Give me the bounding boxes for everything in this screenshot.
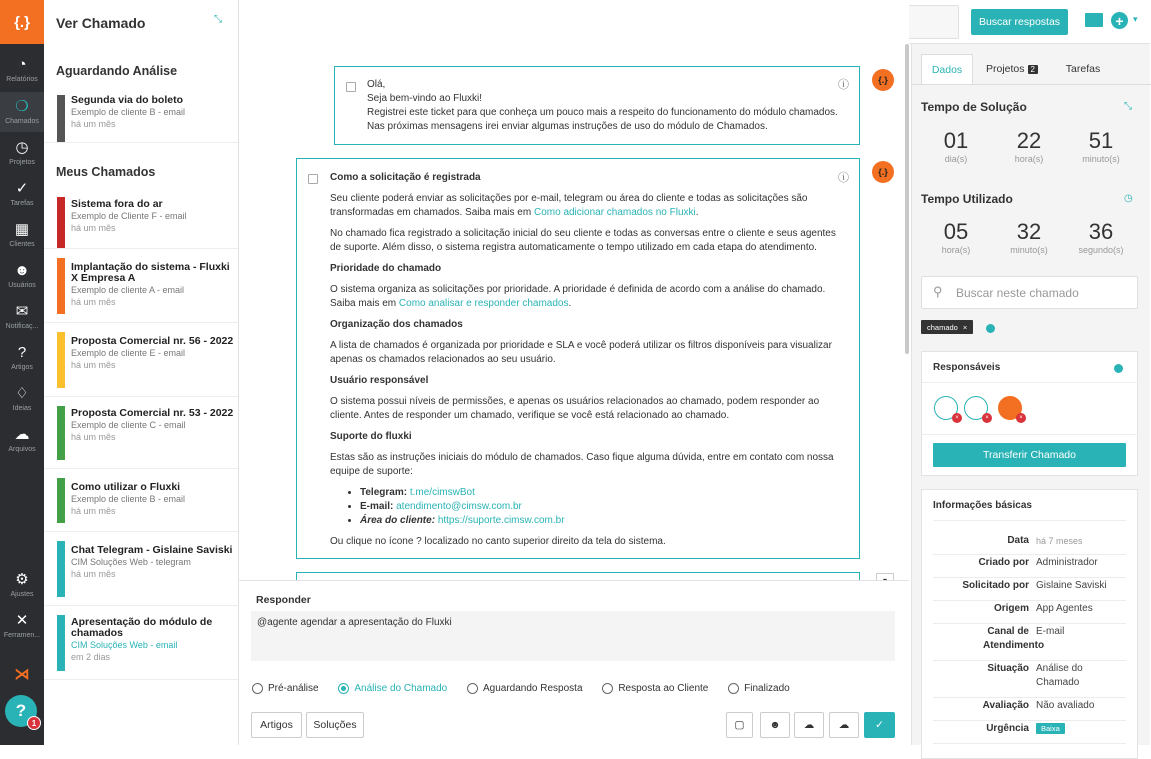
section-aguardando: Aguardando Análise [56,64,178,78]
solucao-minutes: 51 minuto(s) [1082,128,1120,164]
close-icon[interactable]: × [962,322,968,332]
info-row: Criado por Administrador [933,556,1126,578]
user-avatar[interactable] [998,396,1022,420]
nav-relatorios[interactable]: ◔ Relatórios [0,56,44,83]
ticket-card-selected[interactable]: Apresentação do módulo de chamados CIM Soluções Web - email em 2 dias [44,607,238,680]
cloud-icon: ☁ [14,426,30,443]
info-row: Data há 7 meses [933,534,1126,555]
priority-bar [57,406,65,460]
pie-chart-icon: ◔ [17,56,27,73]
tab-tarefas[interactable]: Tarefas [1065,63,1101,75]
solucao-days: 01 dia(s) [943,128,969,164]
info-row: Avaliação Não avaliado [933,699,1126,721]
solucao-hours: 22 hora(s) [1014,128,1044,164]
telegram-link[interactable]: t.me/cimswBot [409,487,475,498]
ticket-card[interactable]: Implantação do sistema - Fluxki X Empresa A Exemplo de cliente A - email há um mês [44,250,238,323]
remove-icon[interactable]: × [952,413,962,423]
nav-chamados[interactable]: ❍ Chamados [0,92,44,132]
remove-icon[interactable]: × [982,413,992,423]
status-aguardando[interactable]: Aguardando Resposta [467,683,583,694]
clock-icon[interactable]: ◷ [1124,193,1133,204]
status-resposta[interactable]: Resposta ao Cliente [602,683,708,694]
priority-bar [57,615,65,671]
info-panel [921,489,1138,759]
nav-ajustes[interactable]: ⚙ Ajustes [0,571,44,598]
utilizado-seconds: 36 segundo(s) [1078,219,1124,255]
envelope-icon: ✉ [15,303,29,320]
utilizado-hours: 05 hora(s) [941,219,971,255]
divider [922,434,1139,435]
nav-clientes[interactable]: ▦ Clientes [0,221,44,248]
search-icon: ⚲ [933,284,943,299]
lightbulb-icon: ♢ [15,385,29,402]
link-adicionar-chamados[interactable]: Como adicionar chamados no Fluxki [533,207,696,218]
building-icon: ▦ [14,221,30,238]
message-card: ⓘ Olá, Seja bem-vindo ao Fluxki! Registrei este ticket para que conheça um pouco mais a respeito do funcionamento do módulo chamados. Nas próximas mensagens irei enviar algumas instruções de uso do módulo de Chamados. [334,66,860,145]
info-title: Informações básicas [933,500,1032,511]
priority-bar [57,95,65,142]
info-row: Canal de Atendimento E-mail [933,625,1126,661]
details-sidebar [911,44,1150,745]
cloud-icon[interactable]: ☁ [829,712,859,738]
link-analisar-chamados[interactable]: Como analisar e responder chamados [398,298,569,309]
user-avatar[interactable] [934,396,958,420]
reply-textarea[interactable]: @agente agendar a apresentação do Fluxki [251,611,895,661]
add-responsavel-icon[interactable] [1114,364,1123,373]
section-meus: Meus Chamados [56,165,156,179]
reply-panel [239,580,909,745]
tempo-utilizado-title: Tempo Utilizado [921,192,1013,206]
urgency-badge: Baixa [1036,723,1065,734]
question-icon: ? [17,344,27,361]
ticket-card[interactable]: Proposta Comercial nr. 56 - 2022 Exemplo de cliente E - email há um mês [44,324,238,397]
help-badge: 1 [27,716,41,730]
info-row: Origem App Agentes [933,602,1126,624]
agent-avatar: {.} [872,69,894,91]
nav-ideias[interactable]: ♢ Ideias [0,385,44,412]
add-icon[interactable]: + [1111,12,1128,29]
nav-ferramentas[interactable]: ✕ Ferramen... [0,612,44,639]
nav-artigos[interactable]: ? Artigos [0,344,44,371]
utilizado-minutes: 32 minuto(s) [1010,219,1048,255]
collapse-icon[interactable]: ⤡ [214,14,222,25]
divider [922,382,1139,383]
scrollbar[interactable] [905,44,909,354]
info-row: Solicitado por Gislaine Saviski [933,579,1126,601]
client-area-link[interactable]: https://suporte.cimsw.com.br [437,515,565,526]
message-card: ⓘ Como a solicitação é registrada Seu cliente poderá enviar as solicitações por e-mail, telegram ou área do cliente e todas as solicitações são transformadas em chamados. Saiba mais em Como adicionar chamados no Fluxki. No chamado fica registrado a solicitação inicial do seu cliente e todas as conversas entre o cliente e seus agentes de suporte. Além disso, o sistema registra automaticamente o tempo utilizado em cada etapa do atendimento. Prioridade do chamado O sistema organiza as solicitações por prioridade. A prioridade é definida de acordo com a análise do chamado. Saiba mais em Como analisar e responder chamados. Organização dos chamados A lista de chamados é organizada por prioridade e SLA e você poderá utilizar os filtros disponíveis para visualizar apenas os chamados relacionados ao seu usuário. Usuário responsável O sistema possui níveis de permissões, e apenas os usuários relacionados ao chamado, podem responder ao cliente. Antes de responder um chamado, verifique se você está relacionado ao chamado. Suporte do fluxki Estas são as instruções iniciais do módulo de chamados. Caso fique alguma dúvida, entre em contato com nossa equipe de suporte: • Telegram: t.me/cimswBot • E-mail: atendimento@cimsw.com.br • Área do cliente: https://suporte.cimsw.com.br Ou clique no ícone ? localizado no canto superior direito da tela do sistema. [296,158,860,559]
main-nav [0,0,44,745]
chevron-down-icon[interactable]: ▾ [1133,14,1138,24]
info-row: Situação Análise do Chamado [933,662,1126,698]
remove-icon[interactable]: × [1016,413,1026,423]
tools-icon: ✕ [15,612,29,629]
info-icon[interactable]: ⓘ [838,79,849,91]
ticket-card[interactable]: Chat Telegram - Gislaine Saviski CIM Soluções Web - telegram há um mês [44,533,238,606]
copy-icon[interactable]: ▢ [726,712,753,738]
ticket-main [239,0,909,745]
help-button[interactable] [5,695,37,727]
divider [933,520,1126,521]
artigos-button[interactable]: Artigos [251,712,302,738]
info-icon[interactable]: ⓘ [838,172,849,184]
status-finalizado[interactable]: Finalizado [728,683,790,694]
message-checkbox[interactable] [308,174,318,184]
reply-label: Responder [256,594,311,606]
tabs-divider [912,84,1151,85]
status-radios [252,683,807,697]
check-icon: ✓ [15,180,29,197]
cloud-upload-icon[interactable]: ☁ [794,712,824,738]
ticket-list-panel [44,0,239,745]
ticket-card[interactable]: Proposta Comercial nr. 53 - 2022 Exemplo de cliente C - email há um mês [44,398,238,469]
nav-projetos[interactable]: ◷ Projetos [0,139,44,166]
add-tag-icon[interactable] [986,324,995,333]
solucoes-button[interactable]: Soluções [306,712,364,738]
info-row: Urgência Baixa [933,722,1126,744]
transfer-ticket-button[interactable]: Transferir Chamado [933,443,1126,467]
tab-dados[interactable]: Dados [921,54,973,84]
nav-usuarios[interactable]: ☻ Usuários [0,262,44,289]
status-analise[interactable]: Análise do Chamado [338,683,447,694]
mail-icon[interactable] [1085,13,1103,27]
priority-bar [57,258,65,314]
user-avatar[interactable] [964,396,988,420]
priority-bar [57,197,65,248]
priority-bar [57,541,65,597]
users-icon: ☻ [14,262,30,279]
messages-area [239,44,909,580]
search-ticket-input[interactable]: ⚲ Buscar neste chamado [921,276,1138,309]
responsaveis-panel [921,351,1138,476]
nav-arquivos[interactable]: ☁ Arquivos [0,426,44,453]
nav-notificacoes[interactable]: ✉ Notificaç... [0,303,44,330]
expand-icon[interactable]: ⤡ [1124,101,1132,112]
ticket-card[interactable]: Segunda via do boleto Exemplo de cliente B - email há um mês [44,95,238,143]
search-answers-button[interactable]: Buscar respostas [971,9,1068,35]
gear-icon: ⚙ [15,571,29,588]
priority-bar [57,478,65,523]
ticket-card[interactable]: Sistema fora do ar Exemplo de Cliente F - email há um mês [44,197,238,249]
chat-icon: ❍ [15,98,29,115]
send-button[interactable]: ✓ [864,712,895,738]
fluxki-logo-icon: ⋊ [14,666,30,683]
users-icon[interactable]: ☻ [760,712,790,738]
message-checkbox[interactable] [346,82,356,92]
nav-tarefas[interactable]: ✓ Tarefas [0,180,44,207]
clock-icon: ◷ [15,139,29,156]
status-pre-analise[interactable]: Pré-análise [252,683,319,694]
priority-bar [57,332,65,388]
help-icon: ? [15,701,27,720]
tab-projetos[interactable]: Projetos 2 [977,54,1047,84]
agent-avatar: {.} [872,161,894,183]
app-logo[interactable]: {.} [0,0,44,44]
email-link[interactable]: atendimento@cimsw.com.br [396,501,522,512]
list-title: Ver Chamado [56,15,146,31]
tag-chip[interactable]: chamado × [921,320,973,334]
tempo-solucao-title: Tempo de Solução [921,100,1027,114]
responsaveis-title: Responsáveis [933,362,1001,373]
ticket-card[interactable]: Como utilizar o Fluxki Exemplo de cliente B - email há um mês [44,470,238,532]
